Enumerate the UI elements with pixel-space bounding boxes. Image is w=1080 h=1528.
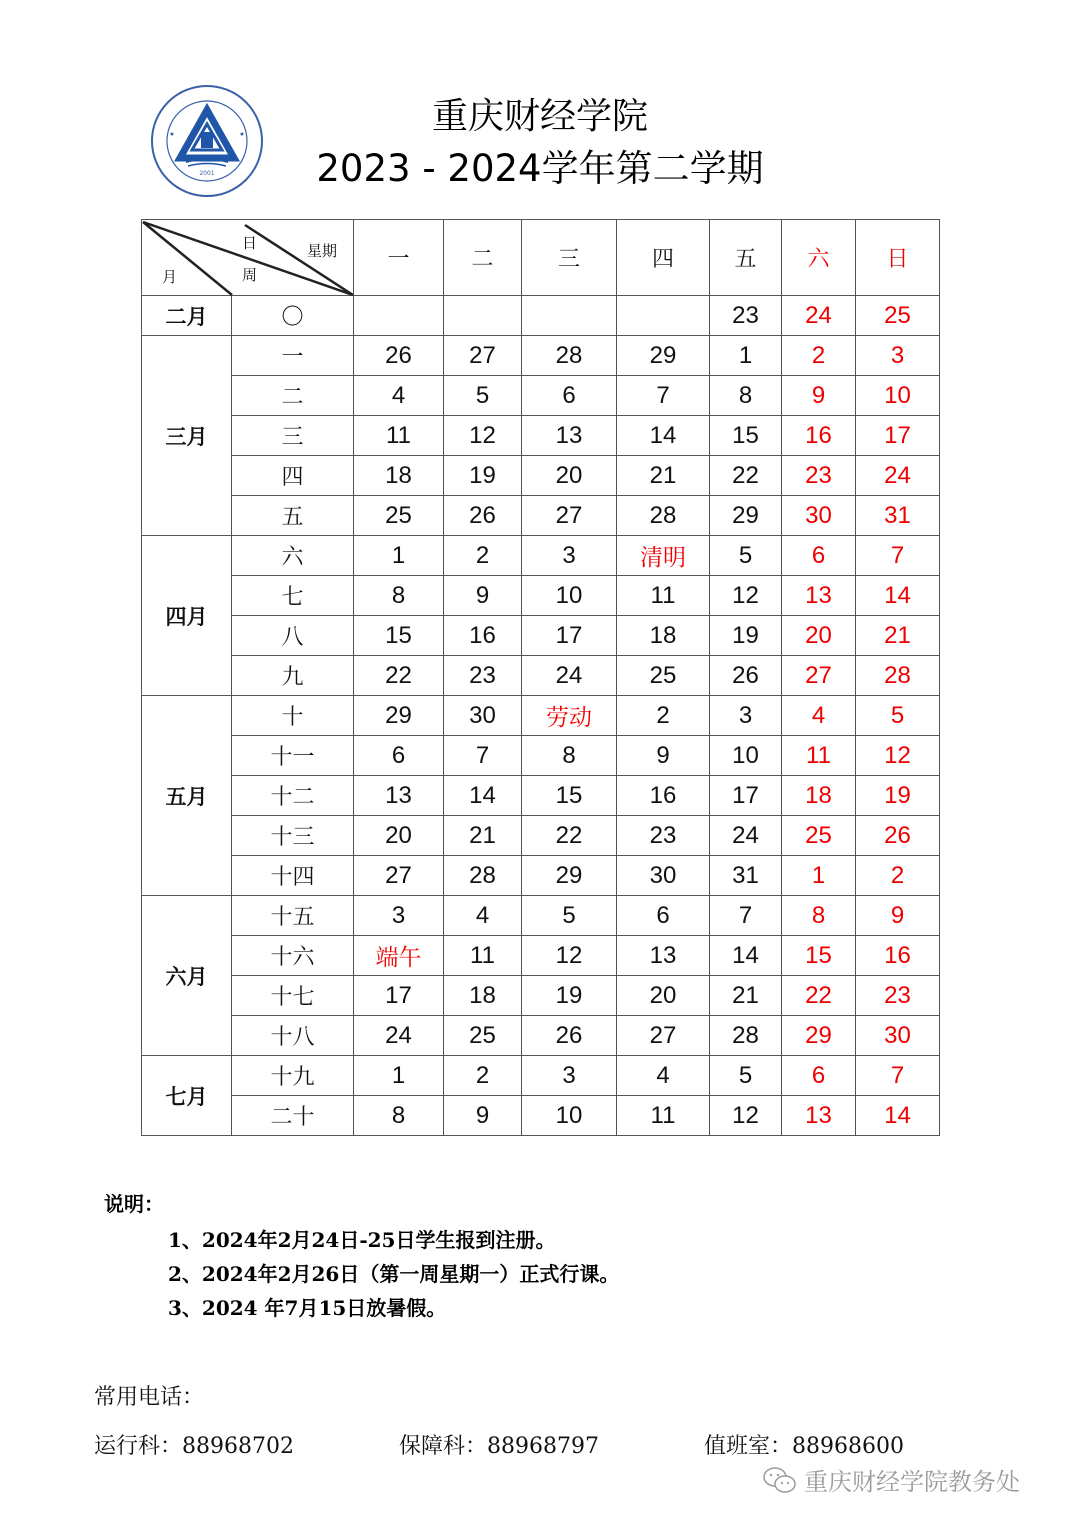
- corner-week-label: 周: [242, 266, 258, 284]
- week-row: [142, 336, 940, 376]
- day-cell: 13: [782, 576, 856, 616]
- week-row: [142, 376, 940, 416]
- phone-entry: [94, 1429, 399, 1460]
- watermark-text: 重庆财经学院教务处: [804, 1468, 1020, 1496]
- day-cell: 14: [617, 416, 710, 456]
- day-cell: 16: [444, 616, 522, 656]
- day-cell: 24: [856, 456, 940, 496]
- week-row: [142, 696, 940, 736]
- day-cell: 14: [856, 576, 940, 616]
- day-cell: 23: [710, 296, 782, 336]
- day-cell: 30: [782, 496, 856, 536]
- notes-heading: 说明：: [104, 1192, 164, 1216]
- day-cell: 10: [522, 1096, 617, 1136]
- week-number-cell: 十八: [232, 1016, 354, 1056]
- day-cell: 18: [782, 776, 856, 816]
- week-number-cell: 十: [232, 696, 354, 736]
- day-cell: 13: [354, 776, 444, 816]
- header-row: [142, 220, 940, 296]
- week-row: [142, 776, 940, 816]
- wechat-icon: [762, 1465, 798, 1495]
- weekday-mon: 一: [354, 220, 444, 296]
- week-row: [142, 416, 940, 456]
- week-row: [142, 656, 940, 696]
- day-cell: 31: [710, 856, 782, 896]
- weekday-sun: 日: [856, 220, 940, 296]
- day-cell: 3: [522, 536, 617, 576]
- day-cell: 25: [856, 296, 940, 336]
- day-cell: 12: [856, 736, 940, 776]
- day-cell: [444, 296, 522, 336]
- day-cell: 25: [354, 496, 444, 536]
- semester-title: 2023 - 2024学年第二学期: [316, 147, 764, 190]
- day-cell: 16: [617, 776, 710, 816]
- day-cell: 6: [782, 1056, 856, 1096]
- day-cell: 15: [782, 936, 856, 976]
- month-cell: 三月: [142, 336, 232, 536]
- week-number-cell: 十六: [232, 936, 354, 976]
- day-cell: 26: [444, 496, 522, 536]
- week-number-cell: 八: [232, 616, 354, 656]
- day-cell: 27: [782, 656, 856, 696]
- day-cell: 28: [617, 496, 710, 536]
- holiday-cell: 端午: [354, 936, 444, 976]
- day-cell: 5: [444, 376, 522, 416]
- week-number-cell: 十七: [232, 976, 354, 1016]
- day-cell: 2: [856, 856, 940, 896]
- phone-entry: [704, 1429, 1009, 1460]
- day-cell: 17: [856, 416, 940, 456]
- day-cell: 1: [782, 856, 856, 896]
- day-cell: 13: [782, 1096, 856, 1136]
- month-cell: 四月: [142, 536, 232, 696]
- week-row: [142, 616, 940, 656]
- day-cell: 11: [782, 736, 856, 776]
- day-cell: 5: [710, 1056, 782, 1096]
- day-cell: 29: [354, 696, 444, 736]
- week-row: [142, 856, 940, 896]
- phone-label: 保障科：: [399, 1434, 488, 1459]
- week-number-cell: 九: [232, 656, 354, 696]
- day-cell: 9: [617, 736, 710, 776]
- institution-name: 重庆财经学院: [431, 96, 648, 137]
- week-number-cell: 十三: [232, 816, 354, 856]
- week-row: [142, 576, 940, 616]
- day-cell: 9: [782, 376, 856, 416]
- day-cell: 19: [522, 976, 617, 1016]
- day-cell: 23: [782, 456, 856, 496]
- day-cell: 24: [782, 296, 856, 336]
- day-cell: 4: [617, 1056, 710, 1096]
- day-cell: 24: [522, 656, 617, 696]
- day-cell: 27: [444, 336, 522, 376]
- day-cell: 28: [444, 856, 522, 896]
- corner-header-cell: [142, 220, 354, 296]
- day-cell: 1: [354, 1056, 444, 1096]
- week-number-cell: 二: [232, 376, 354, 416]
- day-cell: 13: [617, 936, 710, 976]
- day-cell: 15: [354, 616, 444, 656]
- day-cell: 9: [444, 576, 522, 616]
- day-cell: 5: [522, 896, 617, 936]
- corner-day-label: 日: [242, 234, 258, 252]
- day-cell: 29: [782, 1016, 856, 1056]
- day-cell: 17: [710, 776, 782, 816]
- week-number-cell: 十四: [232, 856, 354, 896]
- week-row: [142, 976, 940, 1016]
- week-row: [142, 456, 940, 496]
- day-cell: 2: [444, 1056, 522, 1096]
- day-cell: 19: [710, 616, 782, 656]
- day-cell: 20: [782, 616, 856, 656]
- day-cell: 9: [856, 896, 940, 936]
- day-cell: 26: [710, 656, 782, 696]
- day-cell: 25: [617, 656, 710, 696]
- month-cell: 六月: [142, 896, 232, 1056]
- day-cell: 7: [617, 376, 710, 416]
- day-cell: 24: [710, 816, 782, 856]
- week-number-cell: 〇: [232, 296, 354, 336]
- phone-entry: [399, 1429, 704, 1460]
- week-number-cell: 五: [232, 496, 354, 536]
- day-cell: 8: [522, 736, 617, 776]
- day-cell: 18: [617, 616, 710, 656]
- day-cell: 26: [354, 336, 444, 376]
- phone-label: 值班室：: [704, 1434, 793, 1459]
- day-cell: 11: [617, 1096, 710, 1136]
- day-cell: 18: [354, 456, 444, 496]
- day-cell: 26: [856, 816, 940, 856]
- holiday-cell: 劳动: [522, 696, 617, 736]
- day-cell: 8: [710, 376, 782, 416]
- day-cell: 2: [444, 536, 522, 576]
- day-cell: 15: [522, 776, 617, 816]
- day-cell: 21: [856, 616, 940, 656]
- week-row: [142, 1096, 940, 1136]
- week-number-cell: 四: [232, 456, 354, 496]
- month-cell: 七月: [142, 1056, 232, 1136]
- week-row: [142, 936, 940, 976]
- day-cell: 9: [444, 1096, 522, 1136]
- phone-label: 运行科：: [94, 1434, 183, 1459]
- day-cell: 3: [522, 1056, 617, 1096]
- week-row: [142, 736, 940, 776]
- day-cell: 4: [444, 896, 522, 936]
- day-cell: 8: [782, 896, 856, 936]
- week-number-cell: 十二: [232, 776, 354, 816]
- day-cell: 29: [522, 856, 617, 896]
- day-cell: 30: [617, 856, 710, 896]
- day-cell: 18: [444, 976, 522, 1016]
- day-cell: 12: [710, 1096, 782, 1136]
- day-cell: 20: [354, 816, 444, 856]
- weekday-tue: 二: [444, 220, 522, 296]
- day-cell: 7: [710, 896, 782, 936]
- day-cell: 23: [856, 976, 940, 1016]
- day-cell: 15: [710, 416, 782, 456]
- day-cell: 10: [522, 576, 617, 616]
- semester-calendar-table: [141, 219, 940, 1136]
- day-cell: 8: [354, 576, 444, 616]
- day-cell: 14: [444, 776, 522, 816]
- svg-text:2001: 2001: [199, 170, 215, 177]
- week-number-cell: 三: [232, 416, 354, 456]
- note-item: 3、2024 年7月15日放暑假。: [168, 1296, 447, 1320]
- day-cell: 5: [710, 536, 782, 576]
- week-row: [142, 1056, 940, 1096]
- day-cell: 16: [856, 936, 940, 976]
- day-cell: 6: [354, 736, 444, 776]
- week-row: [142, 296, 940, 336]
- day-cell: 20: [617, 976, 710, 1016]
- weekday-thu: 四: [617, 220, 710, 296]
- day-cell: 1: [710, 336, 782, 376]
- day-cell: 10: [856, 376, 940, 416]
- notes-section: [104, 1188, 619, 1325]
- day-cell: 4: [782, 696, 856, 736]
- phone-number: 88968702: [182, 1434, 294, 1459]
- college-seal-icon: [150, 84, 264, 198]
- day-cell: 12: [522, 936, 617, 976]
- day-cell: 19: [856, 776, 940, 816]
- day-cell: 3: [354, 896, 444, 936]
- day-cell: 26: [522, 1016, 617, 1056]
- phone-heading: 常用电话：: [94, 1385, 205, 1410]
- week-number-cell: 十五: [232, 896, 354, 936]
- day-cell: 1: [354, 536, 444, 576]
- day-cell: 11: [444, 936, 522, 976]
- phone-number: 88968600: [792, 1434, 904, 1459]
- day-cell: 14: [856, 1096, 940, 1136]
- day-cell: 3: [710, 696, 782, 736]
- day-cell: 7: [856, 1056, 940, 1096]
- week-number-cell: 十九: [232, 1056, 354, 1096]
- day-cell: 16: [782, 416, 856, 456]
- day-cell: 10: [710, 736, 782, 776]
- week-row: [142, 816, 940, 856]
- phone-section: [94, 1380, 1009, 1460]
- day-cell: 22: [782, 976, 856, 1016]
- day-cell: 3: [856, 336, 940, 376]
- holiday-cell: 清明: [617, 536, 710, 576]
- week-number-cell: 六: [232, 536, 354, 576]
- day-cell: 17: [354, 976, 444, 1016]
- week-number-cell: 七: [232, 576, 354, 616]
- corner-weekday-label: 星期: [307, 242, 338, 260]
- week-number-cell: 十一: [232, 736, 354, 776]
- day-cell: 28: [522, 336, 617, 376]
- wechat-watermark: [762, 1462, 1020, 1497]
- phone-list: [94, 1429, 1009, 1460]
- day-cell: 27: [354, 856, 444, 896]
- week-row: [142, 496, 940, 536]
- day-cell: 29: [710, 496, 782, 536]
- day-cell: 27: [522, 496, 617, 536]
- day-cell: 13: [522, 416, 617, 456]
- day-cell: 28: [710, 1016, 782, 1056]
- day-cell: 23: [617, 816, 710, 856]
- day-cell: 7: [856, 536, 940, 576]
- day-cell: 6: [782, 536, 856, 576]
- day-cell: 22: [710, 456, 782, 496]
- day-cell: [522, 296, 617, 336]
- week-number-cell: 一: [232, 336, 354, 376]
- day-cell: 29: [617, 336, 710, 376]
- day-cell: 25: [782, 816, 856, 856]
- day-cell: 21: [710, 976, 782, 1016]
- day-cell: 17: [522, 616, 617, 656]
- day-cell: 11: [354, 416, 444, 456]
- day-cell: 14: [710, 936, 782, 976]
- week-number-cell: 二十: [232, 1096, 354, 1136]
- week-row: [142, 1016, 940, 1056]
- day-cell: 6: [617, 896, 710, 936]
- day-cell: 27: [617, 1016, 710, 1056]
- day-cell: 20: [522, 456, 617, 496]
- day-cell: 6: [522, 376, 617, 416]
- weekday-sat: 六: [782, 220, 856, 296]
- day-cell: 24: [354, 1016, 444, 1056]
- day-cell: 12: [444, 416, 522, 456]
- day-cell: [617, 296, 710, 336]
- day-cell: 12: [710, 576, 782, 616]
- day-cell: 22: [354, 656, 444, 696]
- page-title: [300, 94, 780, 194]
- day-cell: 2: [782, 336, 856, 376]
- note-item: 2、2024年2月26日（第一周星期一）正式行课。: [168, 1262, 620, 1286]
- day-cell: 28: [856, 656, 940, 696]
- day-cell: 30: [856, 1016, 940, 1056]
- day-cell: 21: [444, 816, 522, 856]
- day-cell: 4: [354, 376, 444, 416]
- phone-number: 88968797: [487, 1434, 599, 1459]
- weekday-wed: 三: [522, 220, 617, 296]
- day-cell: 25: [444, 1016, 522, 1056]
- day-cell: 8: [354, 1096, 444, 1136]
- day-cell: 21: [617, 456, 710, 496]
- month-cell: 五月: [142, 696, 232, 896]
- day-cell: 22: [522, 816, 617, 856]
- day-cell: 2: [617, 696, 710, 736]
- day-cell: 23: [444, 656, 522, 696]
- week-row: [142, 536, 940, 576]
- day-cell: 5: [856, 696, 940, 736]
- corner-month-label: 月: [162, 268, 178, 286]
- weekday-fri: 五: [710, 220, 782, 296]
- day-cell: 19: [444, 456, 522, 496]
- day-cell: 7: [444, 736, 522, 776]
- month-cell: 二月: [142, 296, 232, 336]
- day-cell: 31: [856, 496, 940, 536]
- note-item: 1、2024年2月24日-25日学生报到注册。: [168, 1228, 556, 1252]
- day-cell: 11: [617, 576, 710, 616]
- week-row: [142, 896, 940, 936]
- day-cell: 30: [444, 696, 522, 736]
- day-cell: [354, 296, 444, 336]
